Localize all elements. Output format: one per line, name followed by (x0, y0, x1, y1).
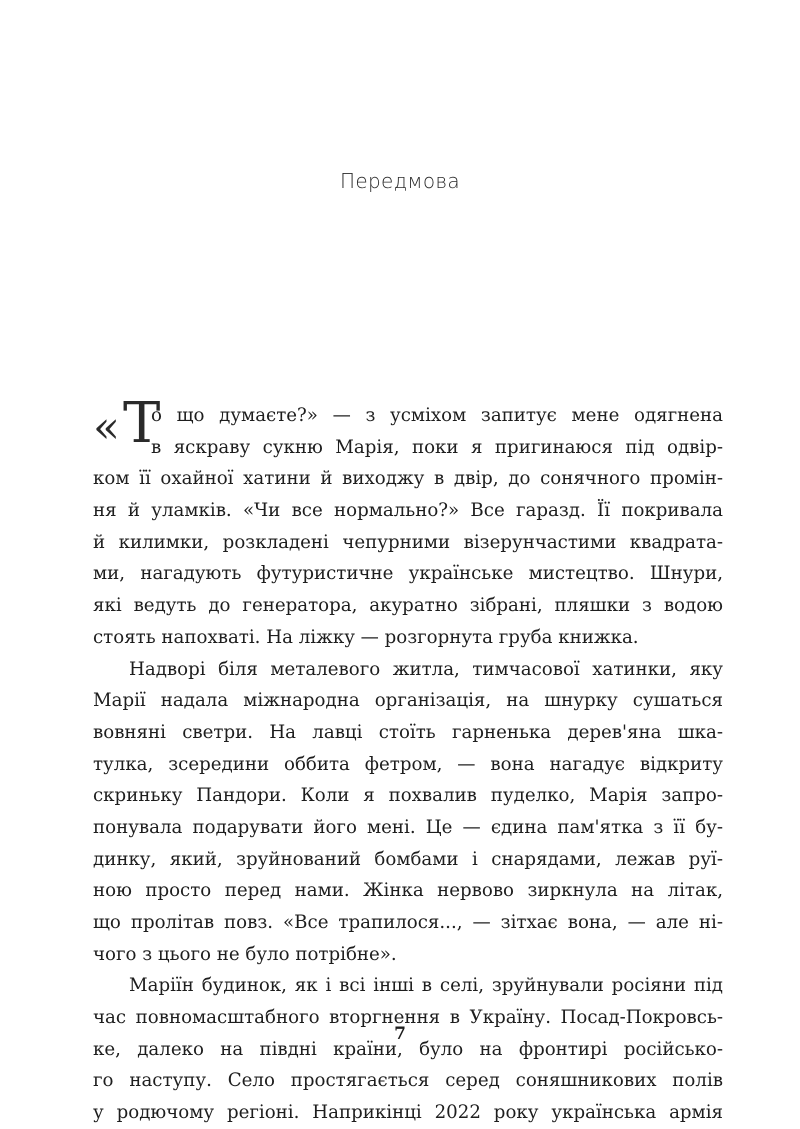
text-line: вовняні светри. На лавці стоїть гарненька дерев'яна шка- (93, 721, 723, 743)
text-line: чого з цього не було потрібне». (93, 943, 397, 965)
text-line: о що думаєте?» — з усміхом запитує мене одягнена (151, 405, 723, 426)
text-line: ною просто перед нами. Жінка нервово зиркнула на літак, (93, 880, 723, 902)
text-line: й килимки, розкладені чепурними візерунчастими квадрата- (93, 531, 723, 553)
text-line: понувала подарувати його мені. Це — єдина пам'ятка з її бу- (93, 816, 723, 838)
text-line: які ведуть до генератора, акуратно зібрані, пляшки з водою (93, 595, 723, 617)
text-line: Маріїн будинок, як і всі інші в селі, зруйнували росіяни під (129, 975, 723, 997)
paragraph-3 (93, 970, 723, 1128)
text-line: ня й уламків. «Чи все нормально?» Все гаразд. Її покривала (93, 500, 723, 522)
text-line: скриньку Пандори. Коли я похвалив пуделко, Марія запро- (93, 785, 723, 807)
text-line: динку, який, зруйнований бомбами і снарядами, лежав руї- (93, 848, 723, 870)
paragraph-2 (93, 654, 723, 971)
text-line: стоять напохваті. На ліжку — розгорнута груба книжка. (93, 626, 639, 648)
text-line: у родючому регіоні. Наприкінці 2022 року українська армія (93, 1102, 723, 1124)
page-number: 7 (394, 1024, 406, 1044)
text-line: ке, далеко на півдні країни, було на фронтирі російсько- (93, 1038, 723, 1060)
text-line: Надворі біля металевого житла, тимчасової хатинки, яку (129, 658, 723, 680)
chapter-title: Передмова (340, 169, 460, 193)
text-line: го наступу. Село простягається серед соняшникових полів (93, 1070, 723, 1092)
text-line: в яскраву сукню Марія, поки я пригинаюся під одвір- (151, 436, 723, 458)
text-line: Марії надала міжнародна організація, на шнурку сушаться (93, 690, 723, 712)
text-line: час повномасштабного вторгнення в Україну. Посад-Покровсь- (93, 1007, 723, 1029)
drop-cap-letter: Т (123, 391, 161, 456)
text-line: що пролітав повз. «Все трапилося..., — зітхає вона, — але ні- (93, 912, 723, 933)
drop-cap-quote: « (93, 402, 120, 453)
text-line: ми, нагадують футуристичне українське мистецтво. Шнури, (93, 563, 723, 585)
text-line: тулка, зсередини оббита фетром, — вона нагадує відкриту (93, 753, 723, 775)
paragraph-1 (93, 400, 723, 654)
text-line: ком її охайної хатини й виходжу в двір, до сонячного промін- (93, 468, 723, 490)
body-text (93, 391, 723, 1129)
